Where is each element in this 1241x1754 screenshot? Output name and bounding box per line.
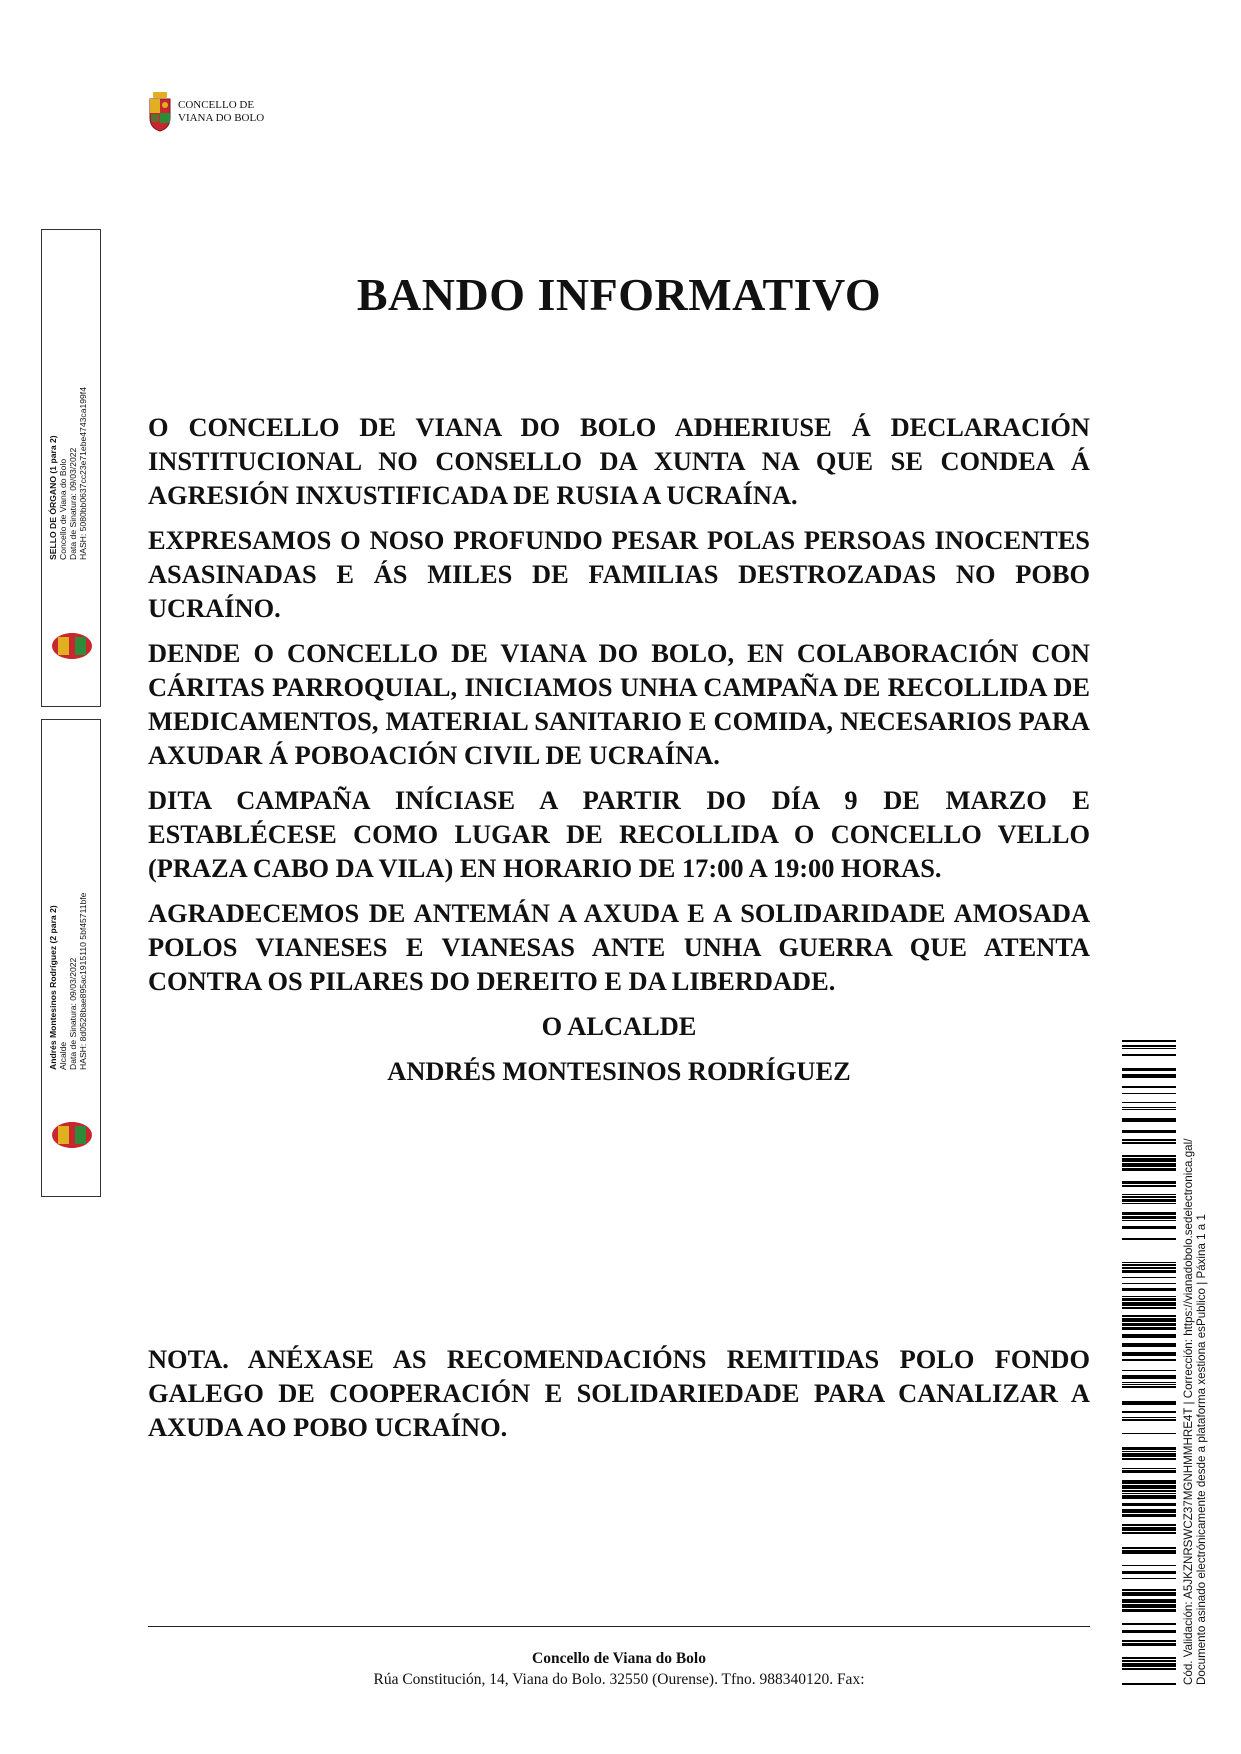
- barcode-bar: [1122, 1086, 1176, 1088]
- document-body: [148, 410, 1090, 1099]
- footer-divider: [148, 1626, 1090, 1627]
- barcode-bar: [1122, 1302, 1176, 1306]
- document-title: BANDO INFORMATIVO: [356, 269, 882, 320]
- barcode-bar: [1122, 1238, 1176, 1240]
- barcode-bar: [1122, 1109, 1176, 1110]
- barcode-bar: [1122, 1107, 1176, 1108]
- barcode-bar: [1122, 1068, 1176, 1071]
- barcode-bar: [1122, 1283, 1176, 1284]
- barcode-bar: [1122, 1458, 1176, 1460]
- barcode-bar: [1122, 1604, 1176, 1608]
- barcode-bar: [1122, 1401, 1176, 1405]
- signature-stamp-mayor: [41, 719, 101, 1197]
- barcode-bar: [1122, 1181, 1176, 1184]
- barcode-bar: [1122, 1318, 1176, 1322]
- barcode-bar: [1122, 1130, 1176, 1133]
- validation-text: [1182, 1139, 1208, 1685]
- barcode-bar: [1122, 1343, 1176, 1347]
- barcode-bar: [1122, 1599, 1176, 1603]
- seal-icon: [50, 631, 94, 661]
- barcode-bar: [1122, 1609, 1176, 1612]
- barcode-bar: [1122, 1048, 1176, 1049]
- logo-text-line2: VIANA DO BOLO: [178, 112, 265, 124]
- barcode-bar: [1122, 1447, 1176, 1450]
- barcode-bar: [1122, 1411, 1176, 1413]
- seal-icon: [50, 1120, 94, 1150]
- stamp-line: HASH: 8d0528bae895ac1915110 5bf45711bfe: [78, 892, 88, 1070]
- barcode-icon: [1122, 1040, 1176, 1685]
- barcode-bar: [1122, 1220, 1176, 1221]
- barcode-bar: [1122, 1493, 1176, 1494]
- barcode-bar: [1122, 1168, 1176, 1171]
- body-paragraph: DITA CAMPAÑA INÍCIASE A PARTIR DO DÍA 9 DE MARZO E ESTABLÉCESE COMO LUGAR DE RECOLLIDA O CONCELLO VELLO (PRAZA CABO DA VILA) EN HORARIO DE 17:00 A 19:00 HORAS.: [148, 785, 1090, 883]
- barcode-bar: [1122, 1490, 1176, 1492]
- barcode-bar: [1122, 1480, 1176, 1484]
- barcode-bar: [1122, 1216, 1176, 1219]
- signature-stamp-organ: [41, 229, 101, 707]
- barcode-bar: [1122, 1074, 1176, 1078]
- barcode-bar: [1122, 1352, 1176, 1356]
- barcode-bar: [1122, 1509, 1176, 1513]
- barcode-bar: [1122, 1288, 1176, 1291]
- barcode-bar: [1122, 1375, 1176, 1379]
- barcode-bar: [1122, 1630, 1176, 1633]
- footer: [148, 1648, 1090, 1690]
- barcode-bar: [1122, 1296, 1176, 1297]
- logo-text-line1: CONCELLO DE: [178, 99, 255, 111]
- barcode-bar: [1122, 1155, 1176, 1157]
- validation-line1: Cód. Validación: A5JKZNRSWCZ37MGNHMMHRE4T | Corrección: https://vianadobolo.sedelectronica.gal/: [1182, 1138, 1195, 1685]
- barcode-bar: [1122, 1663, 1176, 1667]
- footer-org: Concello de Viana do Bolo: [532, 1650, 706, 1667]
- barcode-bar: [1122, 1683, 1176, 1685]
- stamp-title: SELLO DE ÓRGANO (1 para 2): [48, 435, 58, 560]
- barcode-bar: [1122, 1323, 1176, 1326]
- body-paragraph: O CONCELLO DE VIANA DO BOLO ADHERIUSE Á DECLARACIÓN INSTITUCIONAL NO CONSELLO DA XUNTA NA QUE SE CONDEA Á AGRESIÓN INXUSTIFICADA DE RUSIA A UCRAÍNA.: [148, 412, 1090, 510]
- barcode-bar: [1122, 1142, 1176, 1144]
- barcode-bar: [1122, 1212, 1176, 1215]
- barcode-bar: [1122, 1226, 1176, 1229]
- barcode-bar: [1122, 1623, 1176, 1625]
- stamp-line: Concello de Viana do Bolo: [58, 458, 68, 560]
- barcode-bar: [1122, 1550, 1176, 1554]
- barcode-bar: [1122, 1485, 1176, 1489]
- barcode-bar: [1122, 1592, 1176, 1596]
- stamp-line: Alcalde: [58, 1041, 68, 1070]
- barcode-bar: [1122, 1514, 1176, 1517]
- barcode-bar: [1122, 1139, 1176, 1141]
- barcode-bar: [1122, 1524, 1176, 1526]
- barcode-bar: [1122, 1470, 1176, 1473]
- barcode-bar: [1122, 1532, 1176, 1534]
- barcode-bar: [1122, 1417, 1176, 1418]
- barcode-bar: [1122, 1433, 1176, 1434]
- barcode-bar: [1122, 1571, 1176, 1574]
- barcode-bar: [1122, 1093, 1176, 1094]
- barcode-bar: [1122, 1503, 1176, 1506]
- barcode-bar: [1122, 1386, 1176, 1388]
- barcode-bar: [1122, 1267, 1176, 1269]
- barcode-bar: [1122, 1045, 1176, 1047]
- stamp-title: Andrés Montesinos Rodríguez (2 para 2): [48, 905, 58, 1070]
- barcode-bar: [1122, 1158, 1176, 1162]
- barcode-bar: [1122, 1657, 1176, 1659]
- barcode-bar: [1122, 1468, 1176, 1469]
- barcode-bar: [1122, 1102, 1176, 1103]
- stamp-line: Data de Sinatura: 09/03/2022: [68, 957, 78, 1070]
- barcode-bar: [1122, 1270, 1176, 1273]
- barcode-bar: [1122, 1298, 1176, 1301]
- coat-of-arms-icon: [148, 92, 172, 132]
- barcode-bar: [1122, 1054, 1176, 1056]
- barcode-bar: [1122, 1185, 1176, 1187]
- stamp-line: Data de Sinatura: 09/03/2022: [68, 447, 78, 560]
- barcode-bar: [1122, 1334, 1176, 1338]
- barcode-bar: [1122, 1382, 1176, 1383]
- barcode-bar: [1122, 1307, 1176, 1309]
- barcode-bar: [1122, 1277, 1176, 1278]
- barcode-bar: [1122, 1118, 1176, 1122]
- barcode-bar: [1122, 1194, 1176, 1195]
- barcode-bar: [1122, 1196, 1176, 1198]
- document-note: NOTA. ANÉXASE AS RECOMENDACIÓNS REMITIDAS POLO FONDO GALEGO DE COOPERACIÓN E SOLIDARIEDADE PARA CANALIZAR A AXUDA AO POBO UCRAÍNO.: [148, 1344, 1090, 1442]
- barcode-bar: [1122, 1384, 1176, 1385]
- barcode-bar: [1122, 1040, 1176, 1042]
- signatory-role: O ALCALDE: [541, 1011, 697, 1041]
- body-paragraph: AGRADECEMOS DE ANTEMÁN A AXUDA E A SOLIDARIDADE AMOSADA POLOS VIANESES E VIANESAS ANTE UNHA GUERRA QUE ATENTA CONTRA OS PILARES DO DEREITO E DA LIBERDADE.: [148, 898, 1090, 996]
- barcode-bar: [1122, 1640, 1176, 1642]
- barcode-bar: [1122, 1660, 1176, 1662]
- validation-line2: Documento asinado electrónicamente desde a plataforma xestiona esPublico | Páxina 1 a 1: [1195, 1214, 1208, 1685]
- barcode-bar: [1122, 1419, 1176, 1421]
- barcode-bar: [1122, 1453, 1176, 1457]
- barcode-bar: [1122, 1315, 1176, 1317]
- barcode-bar: [1122, 1495, 1176, 1499]
- barcode-bar: [1122, 1199, 1176, 1202]
- barcode-bar: [1122, 1262, 1176, 1263]
- barcode-bar: [1122, 1370, 1176, 1371]
- barcode-bar: [1122, 1527, 1176, 1531]
- barcode-bar: [1122, 1565, 1176, 1566]
- footer-address: Rúa Constitución, 14, Viana do Bolo. 32550 (Ourense). Tfno. 988340120. Fax:: [373, 1671, 865, 1688]
- body-paragraph: EXPRESAMOS O NOSO PROFUNDO PESAR POLAS PERSOAS INOCENTES ASASINADAS E ÁS MILES DE FAMILIAS DESTROZADAS NO POBO UCRAÍNO.: [148, 525, 1090, 623]
- stamp-line: HASH: 5080bb0637cc23e71ebe4743ca199f4: [78, 387, 88, 560]
- barcode-bar: [1122, 1264, 1176, 1266]
- barcode-bar: [1122, 1547, 1176, 1549]
- municipal-logo: [148, 92, 264, 132]
- barcode-bar: [1122, 1643, 1176, 1646]
- barcode-bar: [1122, 1203, 1176, 1204]
- signatory-name: ANDRÉS MONTESINOS RODRÍGUEZ: [387, 1056, 851, 1086]
- barcode-bar: [1122, 1359, 1176, 1361]
- barcode-bar: [1122, 1668, 1176, 1670]
- body-paragraph: DENDE O CONCELLO DE VIANA DO BOLO, EN COLABORACIÓN CON CÁRITAS PARROQUIAL, INICIAMOS UNHA CAMPAÑA DE RECOLLIDA DE MEDICAMENTOS, MATERIAL SANITARIO E COMIDA, NECESARIOS PARA AXUDAR Á POBOACIÓN CIVIL DE UCRAÍNA.: [148, 638, 1090, 770]
- barcode-bar: [1122, 1589, 1176, 1591]
- barcode-bar: [1122, 1578, 1176, 1579]
- barcode-bar: [1122, 1327, 1176, 1330]
- barcode-bar: [1122, 1451, 1176, 1452]
- barcode-bar: [1122, 1163, 1176, 1167]
